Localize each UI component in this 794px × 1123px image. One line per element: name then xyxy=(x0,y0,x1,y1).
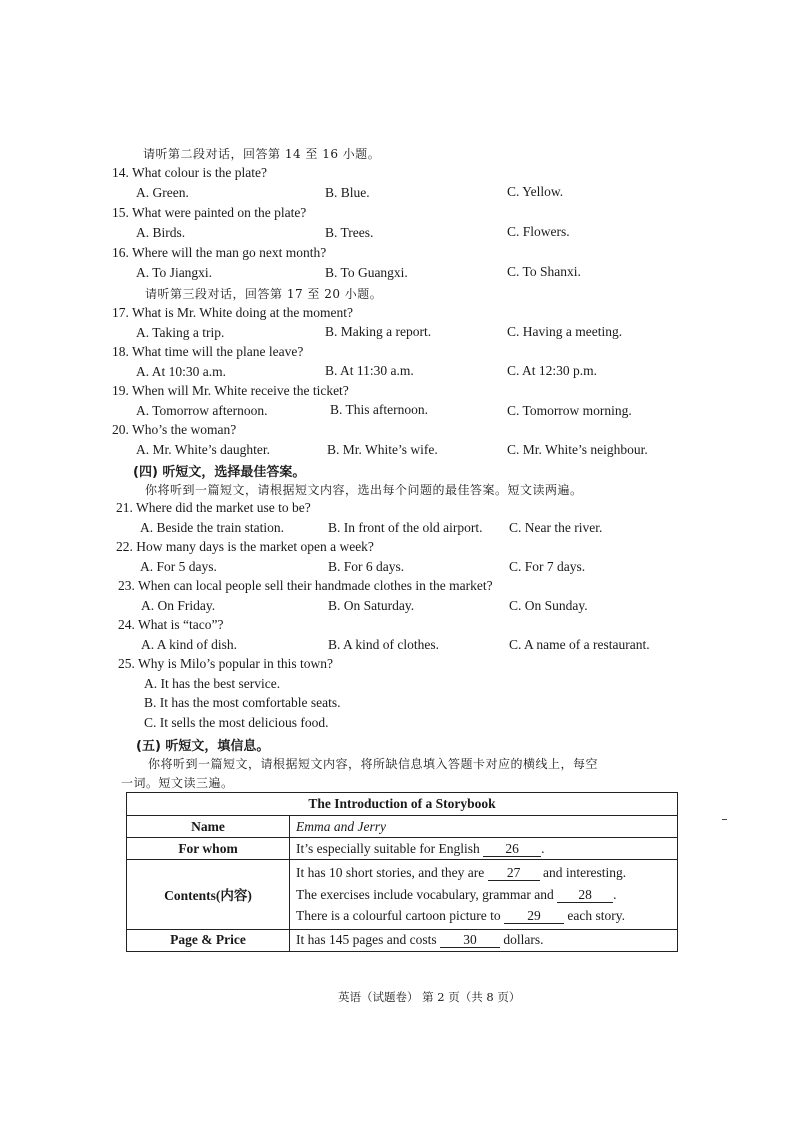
q20-option-a: A. Mr. White’s daughter. xyxy=(136,442,270,457)
for-whom-end: . xyxy=(541,840,545,856)
q18-option-b: B. At 11:30 a.m. xyxy=(325,363,414,378)
contents-line-2-end: . xyxy=(613,886,617,902)
q22-option-b: B. For 6 days. xyxy=(328,559,405,574)
name-value xyxy=(290,816,678,838)
q17-option-a: A. Taking a trip. xyxy=(136,325,225,340)
section-4-heading: (四) 听短文，选择最佳答案。 xyxy=(133,465,306,480)
q21-option-c: C. Near the river. xyxy=(509,520,603,535)
contents-line-2 xyxy=(296,884,671,906)
q19-option-b: B. This afternoon. xyxy=(330,402,428,417)
q21-option-a: A. Beside the train station. xyxy=(140,520,284,535)
table-title: The Introduction of a Storybook xyxy=(127,793,678,816)
name-value-text: Emma and Jerry xyxy=(296,818,386,834)
q23-option-a: A. On Friday. xyxy=(141,598,216,613)
q15-option-a: A. Birds. xyxy=(136,225,186,240)
table-row-name xyxy=(127,816,678,838)
q14-option-b: B. Blue. xyxy=(325,185,370,200)
name-label: Name xyxy=(127,816,290,838)
contents-line-1-end: and interesting. xyxy=(542,865,627,880)
page-price-label: Page & Price xyxy=(127,929,290,951)
q24-option-a: A. A kind of dish. xyxy=(141,637,238,652)
contents-label: Contents(内容) xyxy=(127,860,290,930)
part3-instruction: 请听第三段对话，回答第 17 至 20 小题。 xyxy=(145,287,383,301)
q14-option-a: A. Green. xyxy=(136,185,189,200)
part2-instruction: 请听第二段对话，回答第 14 至 16 小题。 xyxy=(143,147,381,161)
q22-option-c: C. For 7 days. xyxy=(509,559,586,574)
q23-option-c: C. On Sunday. xyxy=(509,598,588,613)
q24-option-b: B. A kind of clothes. xyxy=(328,637,439,652)
question-21: 21. Where did the market use to be? xyxy=(116,500,311,515)
blank-27: 27 xyxy=(488,866,540,881)
question-17: 17. What is Mr. White doing at the moment? xyxy=(112,305,353,320)
q17-option-c: C. Having a meeting. xyxy=(507,324,623,339)
question-22: 22. How many days is the market open a week? xyxy=(116,539,374,554)
section-5-instruction-line2: 一词。短文读三遍。 xyxy=(121,776,234,790)
table-row-page-price xyxy=(127,929,678,951)
question-14: 14. What colour is the plate? xyxy=(112,165,267,180)
page-price-end: dollars. xyxy=(503,932,544,947)
question-24: 24. What is “taco”? xyxy=(118,617,224,632)
contents-line-3-text: There is a colourful cartoon picture to xyxy=(296,908,501,923)
question-16: 16. Where will the man go next month? xyxy=(112,245,327,260)
contents-line-1 xyxy=(296,862,671,884)
for-whom-value xyxy=(290,838,678,860)
section-5-heading: (五) 听短文，填信息。 xyxy=(136,739,270,754)
page-price-value xyxy=(290,929,678,951)
q19-option-c: C. Tomorrow morning. xyxy=(507,403,632,418)
q16-option-b: B. To Guangxi. xyxy=(325,265,408,280)
q18-option-c: C. At 12:30 p.m. xyxy=(507,363,598,378)
q18-option-a: A. At 10:30 a.m. xyxy=(136,364,226,379)
table-row-contents xyxy=(127,860,678,930)
q25-option-a: A. It has the best service. xyxy=(144,676,281,691)
question-15: 15. What were painted on the plate? xyxy=(112,205,307,220)
for-whom-label: For whom xyxy=(127,838,290,860)
section-5-instruction-line1: 你将听到一篇短文，请根据短文内容，将所缺信息填入答题卡对应的横线上，每空 xyxy=(148,757,599,771)
blank-29: 29 xyxy=(504,909,564,924)
q15-option-b: B. Trees. xyxy=(325,225,374,240)
margin-mark xyxy=(722,819,727,820)
page-price-text: It has 145 pages and costs xyxy=(296,932,437,947)
q25-option-b: B. It has the most comfortable seats. xyxy=(144,695,341,710)
question-19: 19. When will Mr. White receive the ticket? xyxy=(112,383,349,398)
blank-28: 28 xyxy=(557,888,613,903)
q16-option-c: C. To Shanxi. xyxy=(507,264,581,279)
q24-option-c: C. A name of a restaurant. xyxy=(509,637,650,652)
contents-line-3-end: each story. xyxy=(567,908,626,923)
contents-value xyxy=(290,860,678,930)
blank-30: 30 xyxy=(440,933,500,948)
q25-option-c: C. It sells the most delicious food. xyxy=(144,715,329,730)
question-18: 18. What time will the plane leave? xyxy=(112,344,304,359)
q16-option-a: A. To Jiangxi. xyxy=(136,265,213,280)
q20-option-b: B. Mr. White’s wife. xyxy=(327,442,438,457)
q23-option-b: B. On Saturday. xyxy=(328,598,415,613)
question-20: 20. Who’s the woman? xyxy=(112,422,237,437)
storybook-info-table xyxy=(126,792,678,952)
contents-line-1-text: It has 10 short stories, and they are xyxy=(296,865,485,880)
page-footer: 英语（试题卷） 第 2 页（共 8 页） xyxy=(338,990,521,1004)
for-whom-text: It’s especially suitable for English xyxy=(296,840,480,856)
contents-line-2-text: The exercises include vocabulary, grammar and xyxy=(296,886,554,902)
table-row-for-whom xyxy=(127,838,678,860)
question-23: 23. When can local people sell their handmade clothes in the market? xyxy=(118,578,493,593)
q17-option-b: B. Making a report. xyxy=(325,324,432,339)
q19-option-a: A. Tomorrow afternoon. xyxy=(136,403,268,418)
q22-option-a: A. For 5 days. xyxy=(140,559,217,574)
question-25: 25. Why is Milo’s popular in this town? xyxy=(118,656,333,671)
q15-option-c: C. Flowers. xyxy=(507,224,570,239)
blank-26: 26 xyxy=(483,842,541,857)
q20-option-c: C. Mr. White’s neighbour. xyxy=(507,442,648,457)
q14-option-c: C. Yellow. xyxy=(507,184,564,199)
contents-line-3 xyxy=(296,905,671,927)
section-4-instruction: 你将听到一篇短文，请根据短文内容，选出每个问题的最佳答案。短文读两遍。 xyxy=(145,483,583,497)
q21-option-b: B. In front of the old airport. xyxy=(328,520,483,535)
